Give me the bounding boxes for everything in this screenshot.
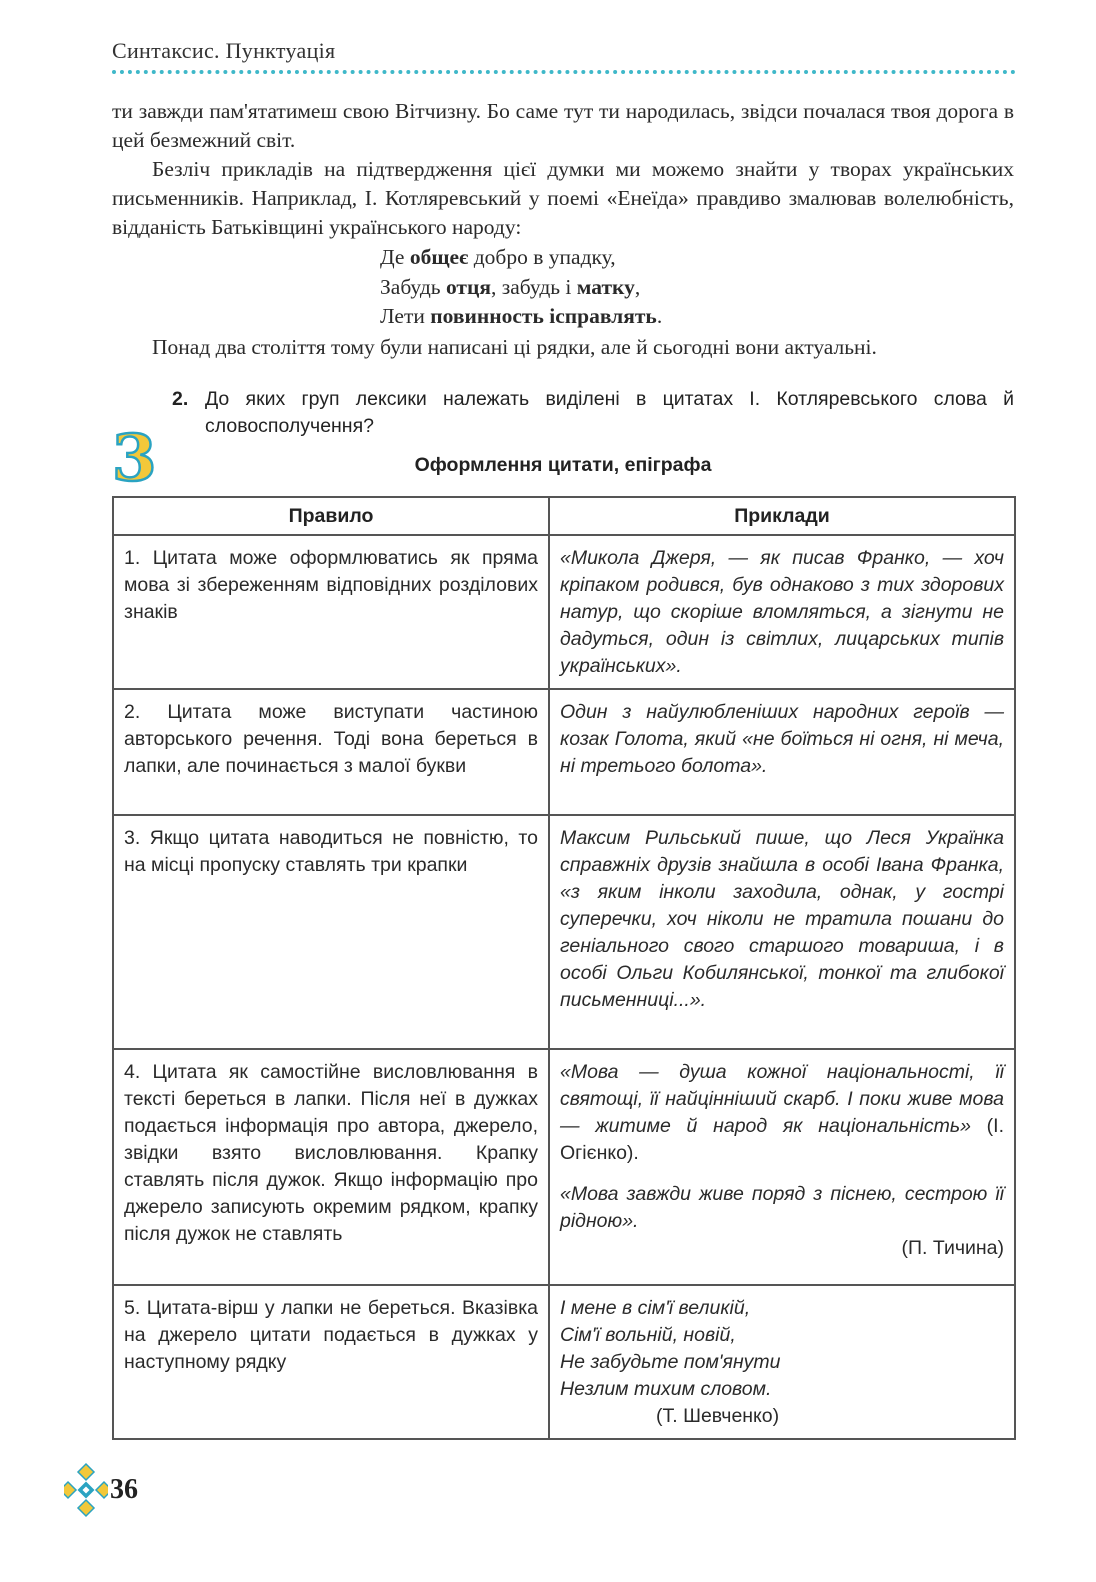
example-cell: [549, 1049, 1015, 1285]
page-number: 36: [110, 1474, 138, 1505]
poem-line: Сім'ї вольній, новій,: [560, 1324, 736, 1346]
quote-text: «Мова — душа кожної національності, її святощі, її найцінніший скарб. І поки живе мова — житиме й народ як національність»: [560, 1061, 1004, 1137]
example-cell: Один з найулюбленіших народних героїв — козак Голота, який «не боїться ні огня, ні меча, ні третього болота».: [549, 689, 1015, 815]
table-row: [113, 1049, 1015, 1285]
table-title: Оформлення цитати, епіграфа: [414, 454, 712, 476]
example-cell: [549, 1285, 1015, 1439]
verse-text: Де: [380, 245, 410, 269]
poem-source: (Т. Шевченко): [656, 1405, 780, 1427]
verse-text: .: [656, 304, 663, 328]
running-title: Синтаксис. Пунктуація: [112, 38, 336, 63]
paragraph-2: Безліч прикладів на підтвердження цієї думки ми можемо знайти у творах українських письменників. Наприклад, І. Котляревський у поемі «Енеїда» правдиво змалював волелюбність, відданість Батьківщині українського народу:: [112, 157, 1014, 239]
poem-line: І мене в сім'ї великій,: [560, 1297, 751, 1319]
verse-highlight: отця: [445, 274, 492, 299]
rule-cell: 4. Цитата як самостійне висловлювання в тексті береться в лапки. Після неї в дужках подається інформація про автора, джерело, звідки взято висловлювання. Крапку ставлять після дужок. Якщо інформацію про джерело записують окремим рядком, крапку після дужок не ставлять: [113, 1049, 549, 1285]
verse-line: [380, 273, 662, 303]
verse-text: , забудь і: [491, 274, 577, 299]
verse-text: ,: [634, 274, 641, 299]
paragraph-3: Понад два століття тому були написані ці рядки, але й сьогодні вони актуальні.: [152, 335, 877, 359]
rule-cell: 2. Цитата може виступати частиною авторського речення. Тоді вона береться в лапки, але починається з малої букви: [113, 689, 549, 815]
paragraph-1: ти завжди пам'ятатимеш свою Вітчизну. Бо саме тут ти народилась, звідси почалася твоя дорога в цей безмежний світ.: [112, 99, 1014, 152]
embroidery-ornament-icon: [64, 1462, 108, 1518]
table-row: [113, 535, 1015, 689]
column-header-rule: Правило: [113, 497, 549, 535]
task-text: До яких груп лексики належать виділені в цитатах І. Котляревського слова й словосполучення?: [205, 388, 1014, 437]
header-divider: [112, 70, 1016, 74]
example-cell: «Микола Джеря, — як писав Франко, — хоч кріпаком родився, був однаково з тих здорових натур, що скоріше вломляться, а зігнути не дадуться, один із світлих, лицарських типів українських».: [549, 535, 1015, 689]
spacer: [560, 1167, 1004, 1181]
table-row: [113, 1285, 1015, 1439]
poem-line: Не забудьте пом'янути: [560, 1351, 781, 1373]
quotation-rules-table: [112, 496, 1016, 1440]
rule-cell: 3. Якщо цитата наводиться не повністю, то на місці пропуску ставлять три крапки: [113, 815, 549, 1049]
verse-line: [380, 243, 662, 273]
verse-text: Лети: [380, 304, 431, 328]
verse-highlight: матку: [576, 274, 635, 299]
verse-highlight: общеє: [409, 245, 469, 269]
verse-text: Забудь: [380, 274, 446, 299]
table-row: [113, 815, 1015, 1049]
rule-cell: 5. Цитата-вірш у лапки не береться. Вказівка на джерело цитати подається в дужках у наступному рядку: [113, 1285, 549, 1439]
example-cell: Максим Рильський пише, що Леся Українка справжніх друзів знайшла в особі Івана Франка, «з яким інколи заходила, однак, у гострі суперечки, хоч ніколи не тратила пошани до геніального свого старшого товариша, і в особі Ольги Кобилянської, тонкої та глибокої письменниці...».: [549, 815, 1015, 1049]
verse-quote: [380, 243, 662, 332]
example-quote-2: «Мова завжди живе поряд з піснею, сестрою її рідною».: [560, 1183, 1004, 1232]
rule-cell: 1. Цитата може оформлюватись як пряма мова зі збереженням відповідних розділових знаків: [113, 535, 549, 689]
table-row: [113, 689, 1015, 815]
table-header-row: [113, 497, 1015, 535]
poem-line: Незлим тихим словом.: [560, 1378, 772, 1400]
task-2: [172, 386, 1014, 440]
verse-line: [380, 302, 662, 332]
verse-text: добро в упадку,: [468, 245, 616, 269]
column-header-examples: Приклади: [549, 497, 1015, 535]
quote-source: (П. Тичина): [901, 1237, 1004, 1259]
task-number: 2.: [172, 388, 189, 410]
quote-source: (І. Огієнко).: [560, 1115, 1004, 1164]
example-quote-1: [560, 1059, 1004, 1167]
verse-highlight: повинность ісправлять: [430, 304, 657, 328]
section-number: 3: [112, 422, 157, 488]
